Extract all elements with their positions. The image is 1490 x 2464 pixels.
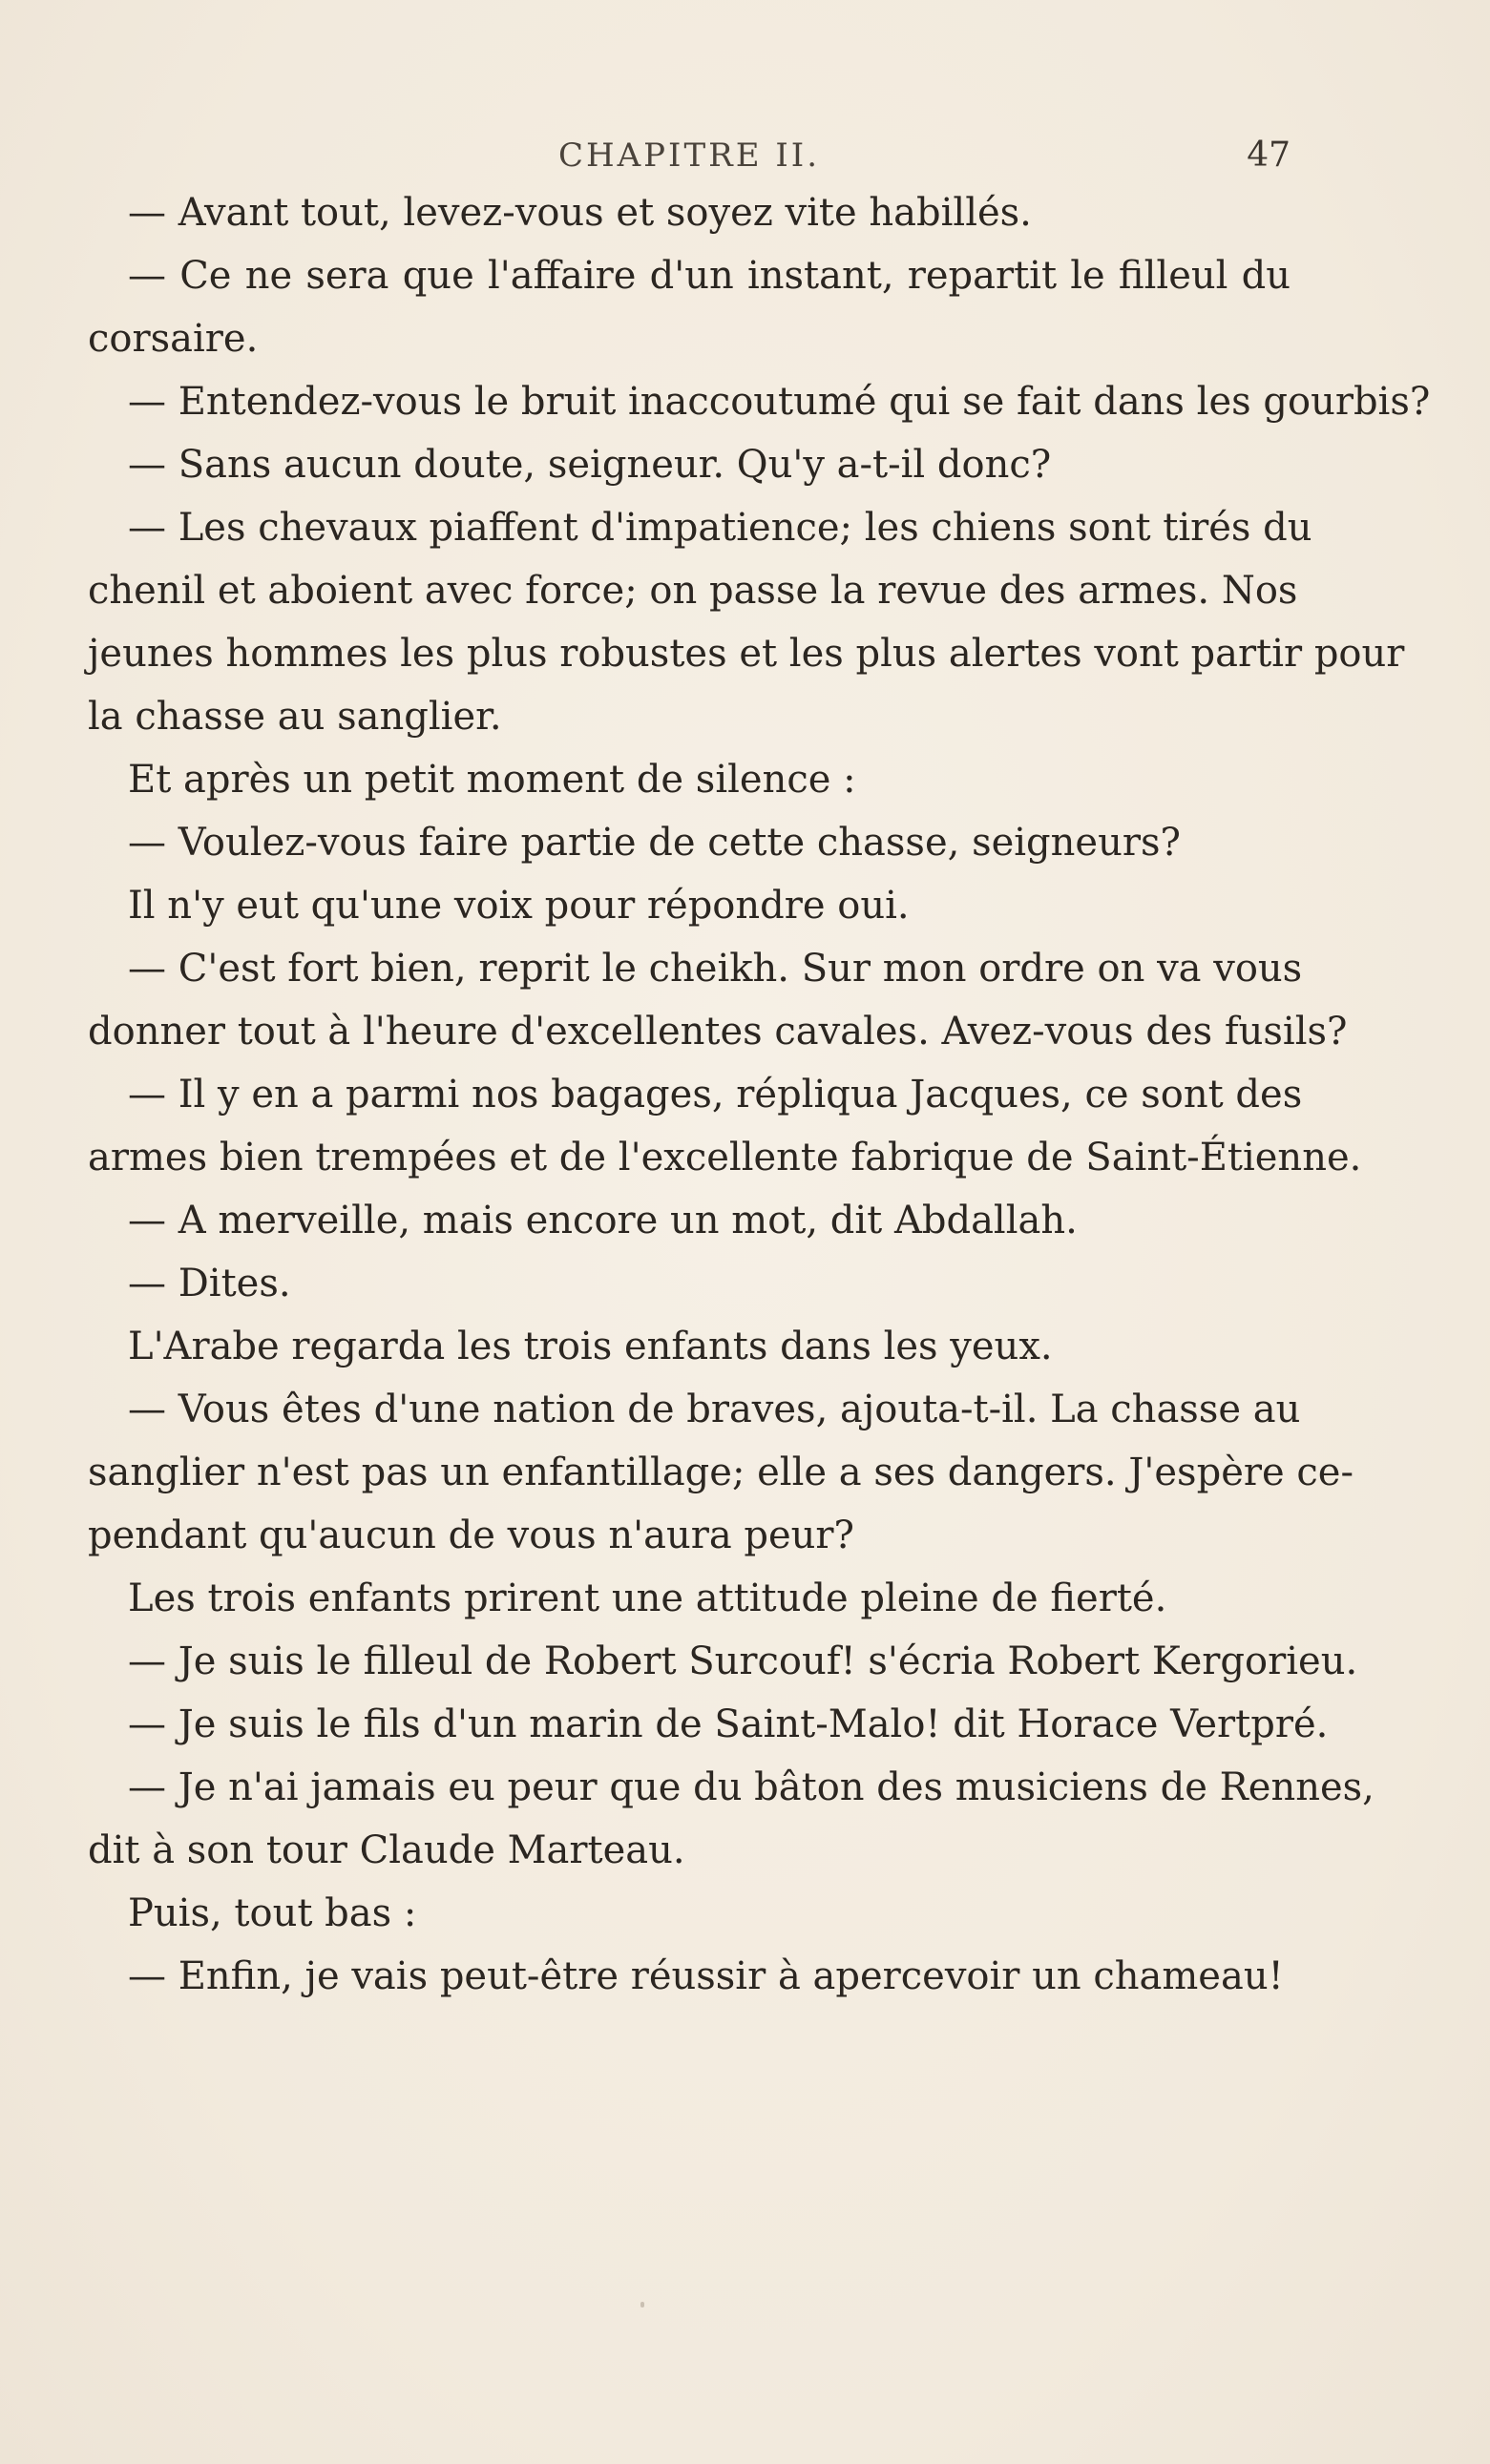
text-line: sanglier n'est pas un enfantillage; elle a ses dangers. J'espère ce- bbox=[88, 1451, 1354, 1494]
text-line: — C'est fort bien, reprit le cheikh. Sur mon ordre on va vous bbox=[128, 947, 1303, 991]
text-line: — Je n'ai jamais eu peur que du bâton des musiciens de Rennes, bbox=[128, 1765, 1375, 1809]
paper-speck bbox=[640, 2302, 644, 2307]
text-line: Il n'y eut qu'une voix pour répondre oui. bbox=[128, 884, 910, 928]
text-line: — A merveille, mais encore un mot, dit Abdallah. bbox=[128, 1199, 1078, 1242]
text-line: — Voulez-vous faire partie de cette chasse, seigneurs? bbox=[128, 821, 1181, 865]
text-line: — Avant tout, levez-vous et soyez vite habillés. bbox=[128, 191, 1032, 235]
text-line: Et après un petit moment de silence : bbox=[128, 758, 856, 802]
text-line: — Dites. bbox=[128, 1262, 291, 1305]
text-line: — Sans aucun doute, seigneur. Qu'y a-t-il donc? bbox=[128, 443, 1052, 487]
text-line: — Je suis le fils d'un marin de Saint-Malo! dit Horace Vertpré. bbox=[128, 1702, 1329, 1746]
text-line: armes bien trempées et de l'excellente fabrique de Saint-Étienne. bbox=[88, 1136, 1362, 1180]
text-line: la chasse au sanglier. bbox=[88, 695, 502, 739]
chapter-title: CHAPITRE II. bbox=[557, 136, 821, 175]
text-line: — Je suis le filleul de Robert Surcouf! s'écria Robert Kergorieu. bbox=[128, 1639, 1358, 1683]
page-number: 47 bbox=[1247, 136, 1291, 175]
text-line: donner tout à l'heure d'excellentes cavales. Avez-vous des fusils? bbox=[88, 1010, 1348, 1054]
text-line: dit à son tour Claude Marteau. bbox=[88, 1828, 685, 1872]
text-line: — Entendez-vous le bruit inaccoutumé qui se fait dans les gourbis? bbox=[128, 380, 1431, 424]
text-line: L'Arabe regarda les trois enfants dans les yeux. bbox=[128, 1325, 1053, 1368]
text-line: jeunes hommes les plus robustes et les plus alertes vont partir pour bbox=[88, 632, 1405, 676]
text-line: Puis, tout bas : bbox=[128, 1891, 417, 1935]
running-head bbox=[88, 132, 1291, 179]
body-text bbox=[88, 181, 1431, 2008]
text-line: — Il y en a parmi nos bagages, répliqua Jacques, ce sont des bbox=[128, 1073, 1303, 1117]
text-line: — Enfin, je vais peut-être réussir à apercevoir un chameau! bbox=[128, 1954, 1284, 1998]
text-line: pendant qu'aucun de vous n'aura peur? bbox=[88, 1514, 854, 1557]
text-line: — Vous êtes d'une nation de braves, ajouta-t-il. La chasse au bbox=[128, 1388, 1301, 1431]
text-line: — Les chevaux piaffent d'impatience; les chiens sont tirés du bbox=[128, 506, 1312, 550]
text-line: chenil et aboient avec force; on passe la revue des armes. Nos bbox=[88, 569, 1298, 613]
text-line: corsaire. bbox=[88, 317, 259, 361]
text-line: Les trois enfants prirent une attitude pleine de fierté. bbox=[128, 1577, 1167, 1620]
text-line: — Ce ne sera que l'affaire d'un instant, repartit le filleul du bbox=[128, 254, 1291, 298]
